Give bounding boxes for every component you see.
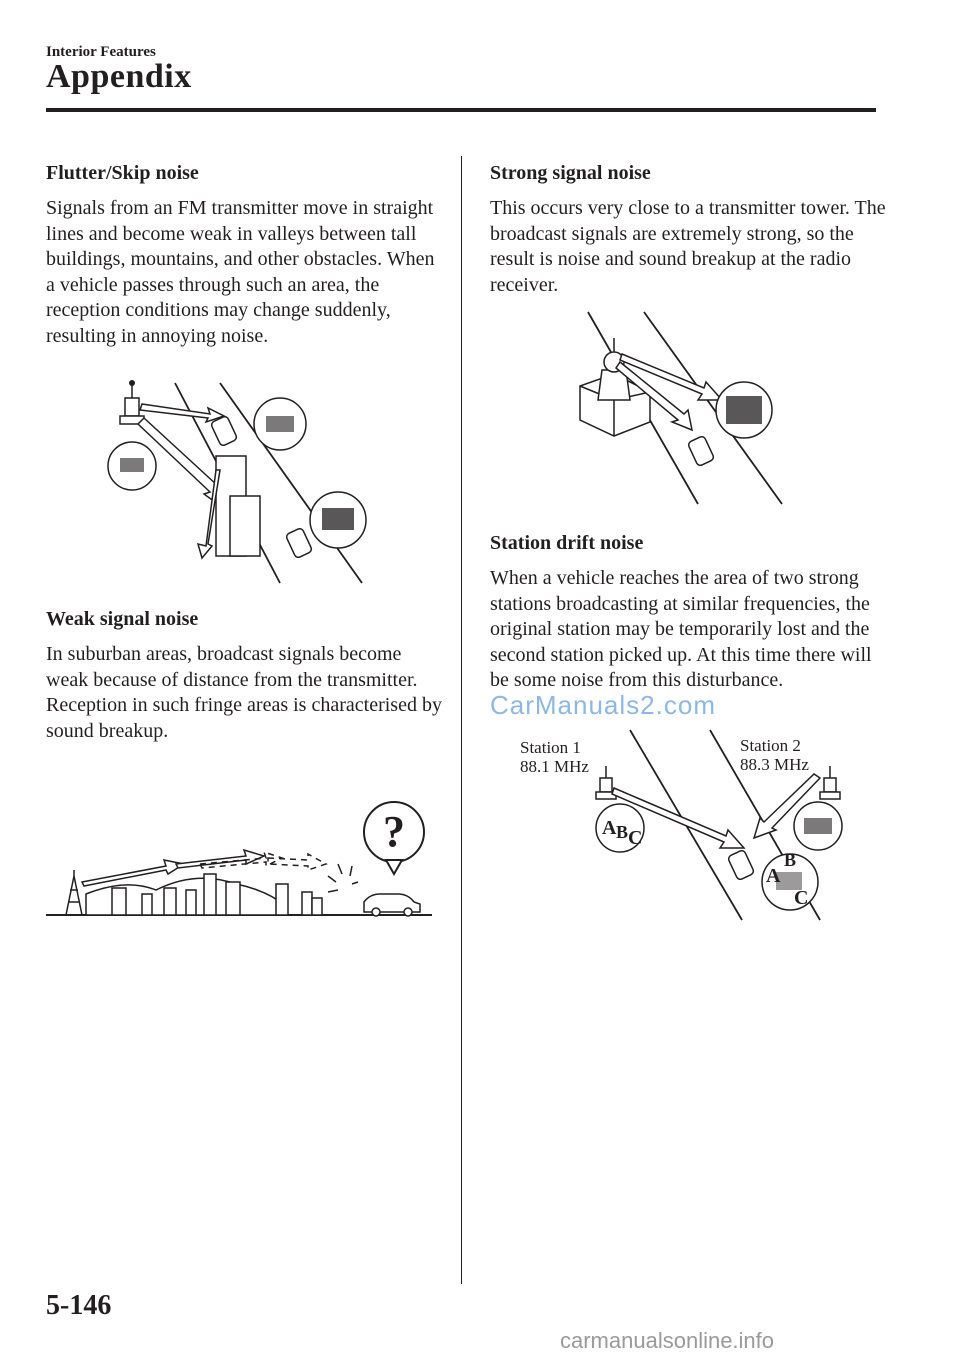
section-flutter bbox=[46, 160, 446, 349]
car-icon bbox=[364, 894, 420, 916]
heading-strong: Strong signal noise bbox=[490, 162, 651, 184]
watermark-top: CarManuals2.com bbox=[490, 690, 716, 720]
car-icon bbox=[727, 849, 754, 880]
drift-illustration bbox=[514, 726, 864, 926]
abc-letter-c: C bbox=[628, 827, 643, 849]
question-mark: ? bbox=[383, 807, 405, 856]
wave-arrow-icon bbox=[82, 850, 264, 886]
column-divider bbox=[461, 156, 462, 1284]
heading-flutter: Flutter/Skip noise bbox=[46, 162, 199, 184]
section-label: Interior Features bbox=[46, 44, 156, 60]
abc-letter-a: A bbox=[602, 817, 617, 839]
mixed-bubble-icon bbox=[762, 850, 818, 910]
section-strong bbox=[490, 160, 890, 298]
body-drift: When a vehicle reaches the area of two strong stations broadcasting at similar frequencies, the original station may be temporarily lost and the second station picked up. At this time there will be some noise from this disturbance. bbox=[490, 567, 872, 691]
heading-weak: Weak signal noise bbox=[46, 608, 199, 630]
heading-drift: Station drift noise bbox=[490, 532, 644, 554]
mixed-letter-b: B bbox=[784, 850, 797, 870]
car-icon bbox=[687, 435, 714, 466]
flutter-illustration bbox=[100, 378, 380, 588]
strong-signal-illustration bbox=[574, 308, 794, 508]
question-bubble-icon bbox=[364, 802, 424, 874]
noise-bubble-icon bbox=[716, 382, 772, 438]
section-weak bbox=[46, 606, 446, 744]
weak-signal-illustration bbox=[46, 798, 432, 920]
transmitter-tower-icon bbox=[120, 380, 144, 424]
mixed-letter-c: C bbox=[794, 887, 809, 909]
static-burst-icon bbox=[328, 864, 358, 892]
transmitter-tower-icon bbox=[66, 870, 82, 915]
body-strong: This occurs very close to a transmitter tower. The broadcast signals are extremely strong, so the result is noise and sound breakup at the radio receiver. bbox=[490, 197, 886, 296]
page-number: 5-146 bbox=[46, 1290, 112, 1321]
skyline-icon bbox=[86, 874, 322, 915]
body-flutter: Signals from an FM transmitter move in straight lines and become weak in valleys between tall buildings, mountains, and other obstacles. When a vehicle passes through such an area, the reception conditions may change suddenly, resulting in annoying noise. bbox=[46, 197, 435, 347]
station2-name: Station 2 bbox=[740, 736, 801, 755]
watermark-bottom[interactable]: carmanualsonline.info bbox=[560, 1328, 775, 1353]
buildings-icon bbox=[216, 456, 260, 556]
header-rule bbox=[46, 108, 876, 112]
abc-letter-b: B bbox=[616, 822, 629, 842]
body-weak: In suburban areas, broadcast signals become weak because of distance from the transmitter. Reception in such fringe areas is characterised by sound breakup. bbox=[46, 643, 442, 742]
station1-freq: 88.1 MHz bbox=[520, 757, 589, 776]
chapter-title: Appendix bbox=[46, 58, 192, 95]
abc-bubble-icon bbox=[596, 804, 644, 852]
section-drift bbox=[490, 530, 890, 694]
mixed-letter-a: A bbox=[766, 865, 781, 887]
noise-bubble-icon bbox=[794, 802, 842, 850]
wave-arrow-icon bbox=[612, 774, 820, 848]
station2-freq: 88.3 MHz bbox=[740, 755, 809, 774]
station1-name: Station 1 bbox=[520, 738, 581, 757]
